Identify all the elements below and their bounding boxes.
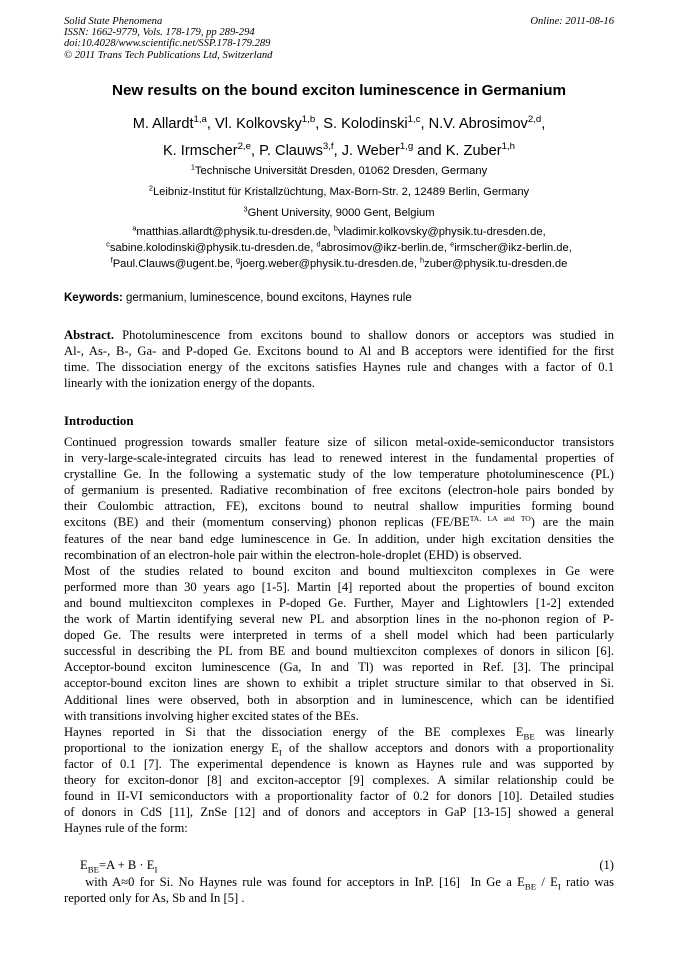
email-line-1: $^a$matthias.allardt@physik.tu-dresden.de, $^b$vladimir.kolkovsky@physik.tu-dresden.de, [132, 223, 546, 238]
keywords [64, 292, 412, 304]
author-name: K. Zuber [445, 143, 502, 159]
abstract-line: Al-, As-, B-, Ga- and P-doped Ge. Excitons bound to Al and B acceptors were identified for the first [64, 344, 614, 359]
author-name: K. Irmscher [162, 143, 238, 159]
affiliation-3 [0, 204, 678, 219]
body-line: with transitions involving higher excited states of the BEs. [64, 708, 359, 723]
body-line: Acceptor-bound exciton luminescence (Ga, In and Tl) was reported in Ref. [3]. The principal [64, 660, 614, 675]
introduction-after-equation [64, 874, 614, 906]
journal-name: Solid State Phenomena [64, 16, 163, 27]
author-affil-mark: 2,d [527, 114, 542, 126]
journal-copyright: © 2011 Trans Tech Publications Ltd, Switzerland [64, 49, 273, 61]
abstract-line: linearly with the ionization energy of the dopants. [64, 376, 315, 391]
author-affil-mark: 1,g [399, 141, 414, 153]
body-line: and bound multiexciton complexes in P-doped Ge. Further, Mayer and Lightowlers [1-2] extended [64, 595, 614, 610]
author-affil-mark: 3,f [322, 141, 334, 153]
abstract-line: time. The dissociation energy of the excitons satisfies Haynes rule and changes with a factor of 0.1 [64, 360, 614, 375]
body-line: doped Ge. The results were interpreted in terms of a shell model which had been particularly [64, 628, 614, 643]
body-line: Haynes reported in Si that the dissociation energy of the BE complexes $E_{BE}$ was linearly [64, 724, 614, 742]
section-heading-introduction: Introduction [64, 414, 134, 428]
email-link[interactable]: Paul.Clauws@ugent.be [112, 257, 230, 270]
body-line: Additional lines were observed, both in absorption and in luminescence, which can be identified [64, 692, 614, 707]
body-line: Continued progression towards smaller feature size of silicon metal-oxide-semiconductor transistors [64, 435, 614, 449]
body-line: recombination of an electron-hole pair within the electron-hole-droplet (EHD) is observed. [64, 547, 522, 562]
affiliation-text: Ghent University, 9000 Gent, Belgium [247, 207, 435, 219]
equation-haynes: $E_{BE}=A + B \cdot E_I$ [80, 858, 158, 875]
email-list [0, 225, 678, 272]
body-line: acceptor-bound exciton lines are shown to exhibit a triplet structure similar to that observed in Si. [64, 676, 614, 691]
author-separator: , [420, 116, 429, 132]
equation-number: (1) [599, 858, 614, 872]
affiliation-mark: 1 [190, 162, 195, 172]
affiliation-1 [0, 162, 678, 177]
body-line: found in II-VI semiconductors with a proportionality factor of 0.2 for donors [10]. Detailed studies [64, 789, 614, 804]
abstract [64, 327, 614, 391]
author-separator: , [333, 143, 342, 159]
online-date: Online: 2011-08-16 [530, 16, 614, 27]
body-line: theory for exciton-donor [8] and exciton-acceptor [9] complexes. A similar relationship could be [64, 772, 614, 787]
journal-doi[interactable]: doi:10.4028/www.scientific.net/SSP.178-179.289 [64, 38, 271, 50]
paper-title: New results on the bound exciton luminescence in Germanium [111, 82, 567, 99]
author-name: S. Kolodinski [323, 116, 408, 132]
email-link[interactable]: sabine.kolodinski@physik.tu-dresden.de [109, 241, 311, 254]
author-affil-mark: 1,a [193, 114, 207, 126]
body-line: the work of Martin identifying several new PL and absorption lines in the no-phonon region of P- [64, 612, 614, 627]
affiliation-2 [0, 183, 678, 198]
author-and: and [413, 143, 446, 159]
author-line-2 [0, 138, 678, 165]
author-separator: , [541, 116, 546, 132]
body-line: proportional to the ionization energy $E_I$ of the shallow acceptors and donors with a proportionality [64, 740, 614, 758]
email-link[interactable]: vladimir.kolkovsky@physik.tu-dresden.de [337, 226, 543, 238]
author-name: M. Allardt [132, 116, 194, 132]
body-line: their Coulombic attraction, FE), excitons bound to neutral shallow impurities forming bound [64, 499, 614, 514]
author-affil-mark: 2,e [237, 141, 251, 153]
body-line: performed more than 30 years ago [1-5]. Martin [4] reported about the properties of bound exciton [64, 579, 614, 594]
author-affil-mark: 1,c [407, 114, 421, 126]
abstract-label: Abstract. [64, 328, 115, 342]
author-separator: , [206, 116, 216, 132]
journal-header [64, 16, 272, 61]
body-line: Haynes rule of the form: [64, 821, 188, 836]
body-line: factor of 0.1 [7]. The experimental dependence is known as Haynes rule and was supported by [64, 756, 614, 771]
affiliation-mark: 2 [148, 183, 153, 193]
body-line: successful in describing the PL from BE and bound multiexciton complexes of donors in silicon [6]. [64, 644, 614, 659]
body-line: crystalline Ge. In the following a systematic study of the low temperature photoluminescence (PL) [64, 467, 614, 482]
author-name: P. Clauws [259, 143, 323, 159]
email-line-3: $^f$Paul.Clauws@ugent.be, $^g$joerg.weber@physik.tu-dresden.de, $^h$zuber@physik.tu-dresden.de [110, 254, 568, 270]
author-list [0, 111, 678, 165]
email-link[interactable]: matthias.allardt@physik.tu-dresden.de [136, 226, 328, 238]
body-line: reported only for As, Sb and In [5] . [64, 891, 245, 906]
author-affil-mark: 1,h [501, 141, 516, 153]
body-line: Most of the studies related to bound exciton and bound multiexciton complexes in Ge were [64, 563, 614, 578]
body-line: of donors in CdS [11], ZnSe [12] and of donors and acceptors in GaP [13-15] showed a general [64, 805, 614, 820]
email-link[interactable]: irmscher@ikz-berlin.de [454, 241, 569, 254]
keywords-text: germanium, luminescence, bound excitons, Haynes rule [122, 292, 412, 304]
introduction-body [64, 434, 614, 836]
email-link[interactable]: zuber@physik.tu-dresden.de [424, 257, 568, 270]
body-line: features of the near band edge luminescence in Ge. In addition, under high excitation densities the [64, 531, 614, 546]
author-name: N.V. Abrosimov [428, 116, 528, 132]
author-separator: , [250, 143, 260, 159]
affiliation-text: Technische Universität Dresden, 01062 Dresden, Germany [194, 165, 488, 177]
keywords-label: Keywords: [64, 292, 123, 304]
affiliation-text: Leibniz-Institut für Kristallzüchtung, Max-Born-Str. 2, 12489 Berlin, Germany [152, 186, 530, 198]
author-line-1 [0, 111, 678, 138]
body-line: with A≈0 for Si. No Haynes rule was found for acceptors in InP. [16] In Ge a $E_{BE} / E_I$ ratio was [64, 875, 614, 892]
author-name: Vl. Kolkovsky [215, 116, 302, 132]
affiliation-mark: 3 [243, 204, 248, 214]
body-line: in very-large-scale-integrated circuits has lead to renewed interest in the fundamental properties of [64, 451, 614, 466]
author-affil-mark: 1,b [301, 114, 316, 126]
body-line: of germanium is presented. Radiative recombination of free excitons (electron-hole pairs bonded by [64, 483, 614, 498]
author-name: J. Weber [341, 143, 400, 159]
body-line: excitons (BE) and their (momentum conserving) phonon replicas $(FE/BE^{TA, LA and TO})$ are the main [64, 514, 615, 530]
email-link[interactable]: joerg.weber@physik.tu-dresden.de [240, 257, 414, 270]
email-line-2: $^c$sabine.kolodinski@physik.tu-dresden.de, $^d$abrosimov@ikz-berlin.de, $^e$irmscher@ikz-berlin.de, [106, 239, 572, 254]
abstract-line: Abstract. Photoluminescence from excitons bound to shallow donors or acceptors was studied in [64, 328, 614, 342]
journal-issn: ISSN: 1662-9779, Vols. 178-179, pp 289-294 [64, 27, 255, 39]
email-link[interactable]: abrosimov@ikz-berlin.de [320, 241, 444, 254]
author-separator: , [315, 116, 324, 132]
